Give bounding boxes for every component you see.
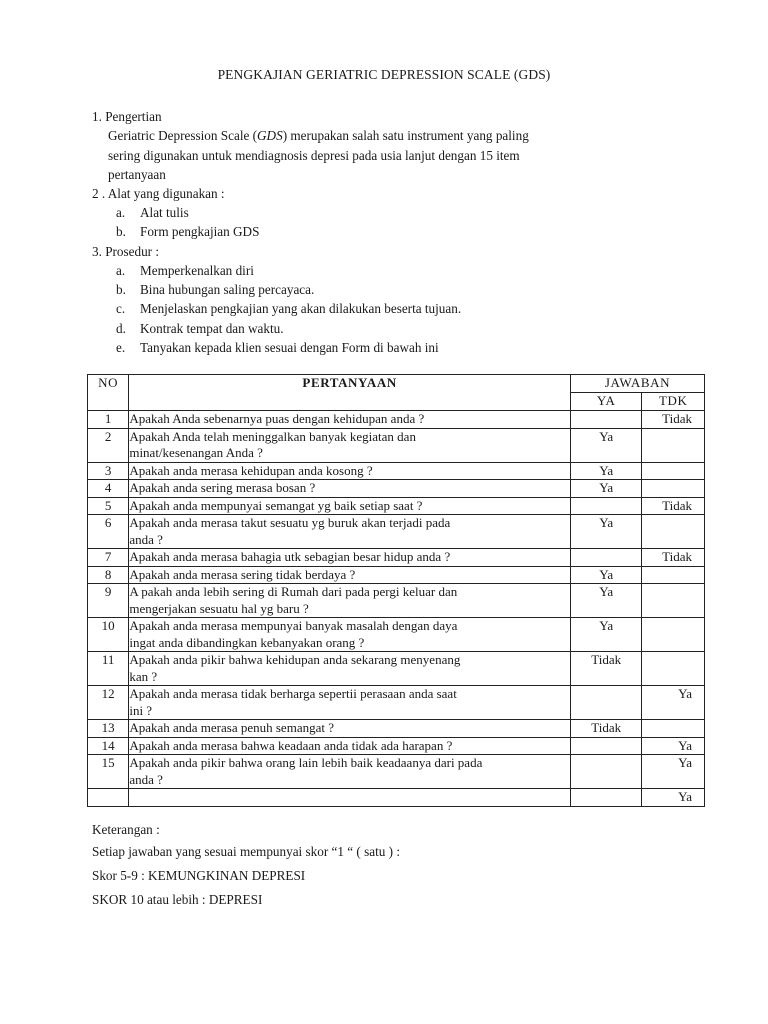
row-number: 9 (88, 584, 129, 618)
answer-tdk (642, 652, 705, 686)
question-cell (129, 755, 571, 789)
question-text: Apakah Anda sebenarnya puas dengan kehidupan anda ? (129, 411, 425, 426)
question-cell (129, 462, 571, 480)
question-text: A pakah anda lebih sering di Rumah dari pada pergi keluar dan (129, 584, 458, 599)
question-cell (129, 428, 571, 462)
answer-tdk: Ya (642, 755, 705, 789)
answer-tdk (642, 428, 705, 462)
header-question: PERTANYAAN (129, 375, 571, 411)
table-row (88, 720, 705, 738)
question-text: Apakah anda merasa bahagia utk sebagian besar hidup anda ? (129, 549, 451, 564)
question-cell (129, 480, 571, 498)
answer-tdk (642, 480, 705, 498)
document-title: PENGKAJIAN GERIATRIC DEPRESSION SCALE (GDS) (217, 67, 551, 82)
notes-heading: Keterangan : (92, 822, 160, 837)
section-2-item-text: Form pengkajian GDS (140, 224, 260, 239)
question-cell (129, 737, 571, 755)
answer-ya: Ya (570, 480, 642, 498)
question-text: Apakah anda mempunyai semangat yg baik setiap saat ? (129, 497, 423, 513)
section-3-item-text: Kontrak tempat dan waktu. (140, 321, 284, 336)
para-post: ) merupakan salah satu instrument yang paling (282, 128, 529, 143)
answer-ya (570, 755, 642, 789)
question-text: Apakah anda merasa takut sesuatu yg buruk akan terjadi pada (129, 515, 451, 530)
row-number: 7 (88, 549, 129, 567)
gds-table-body (88, 411, 705, 807)
answer-ya: Ya (570, 566, 642, 584)
question-text-continued: kan ? (129, 668, 158, 684)
row-number: 4 (88, 480, 129, 498)
question-cell (129, 789, 571, 807)
table-row (88, 652, 705, 686)
answer-ya (570, 497, 642, 515)
table-row (88, 618, 705, 652)
notes-line-2: Skor 5-9 : KEMUNGKINAN DEPRESI (92, 868, 306, 883)
table-row (88, 549, 705, 567)
notes-line-1: Setiap jawaban yang sesuai mempunyai skor “1 “ ( satu ) : (92, 844, 400, 859)
question-text: Apakah anda sering merasa bosan ? (129, 480, 316, 495)
question-text: Apakah anda merasa tidak berharga sepertii perasaan anda saat (129, 686, 457, 701)
row-number: 8 (88, 566, 129, 584)
answer-tdk: Ya (642, 789, 705, 807)
table-row (88, 755, 705, 789)
section-3-item-marker: c. (116, 301, 126, 316)
row-number: 12 (88, 686, 129, 720)
section-3-item-marker: a. (116, 263, 126, 278)
table-row (88, 462, 705, 480)
answer-ya (570, 737, 642, 755)
question-cell (129, 618, 571, 652)
question-text: Apakah anda merasa bahwa keadaan anda tidak ada harapan ? (129, 737, 453, 753)
question-cell (129, 584, 571, 618)
row-number: 3 (88, 462, 129, 480)
section-3-item-marker: b. (116, 282, 126, 297)
section-1-paragraph-line-1 (108, 127, 529, 144)
question-text-continued: mengerjakan sesuatu hal yg baru ? (129, 600, 309, 616)
answer-ya: Ya (570, 462, 642, 480)
gds-table (87, 374, 705, 807)
answer-tdk: Ya (642, 737, 705, 755)
answer-tdk (642, 515, 705, 549)
question-text: Apakah anda pikir bahwa orang lain lebih baik keadaanya dari pada (129, 755, 483, 770)
table-row (88, 497, 705, 515)
question-text: Apakah Anda telah meninggalkan banyak kegiatan dan (129, 428, 416, 444)
answer-ya: Tidak (570, 652, 642, 686)
answer-tdk (642, 566, 705, 584)
question-cell (129, 515, 571, 549)
table-row (88, 480, 705, 498)
answer-ya: Ya (570, 515, 642, 549)
question-text: Apakah anda merasa penuh semangat ? (129, 720, 334, 735)
section-3-item-text: Menjelaskan pengkajian yang akan dilakukan beserta tujuan. (140, 301, 462, 316)
answer-tdk: Tidak (642, 411, 705, 429)
table-row (88, 428, 705, 462)
table-row (88, 411, 705, 429)
header-no: NO (88, 375, 129, 411)
question-text-continued: ingat anda dibandingkan kebanyakan orang ? (129, 634, 365, 650)
answer-ya: Ya (570, 584, 642, 618)
para-emphasis: GDS (257, 128, 283, 143)
row-number: 10 (88, 618, 129, 652)
section-1-heading: 1. Pengertian (92, 109, 162, 124)
section-3-item-text: Memperkenalkan diri (140, 263, 254, 278)
header-tdk: TDK (642, 393, 705, 411)
question-text-continued: ini ? (129, 702, 153, 718)
question-cell (129, 686, 571, 720)
answer-tdk (642, 462, 705, 480)
section-3-item-marker: d. (116, 321, 126, 336)
notes-line-3: SKOR 10 atau lebih : DEPRESI (92, 892, 263, 907)
question-text: Apakah anda merasa mempunyai banyak masalah dengan daya (129, 618, 458, 633)
answer-ya (570, 789, 642, 807)
table-row (88, 584, 705, 618)
answer-ya (570, 411, 642, 429)
answer-tdk (642, 584, 705, 618)
answer-ya: Ya (570, 618, 642, 652)
question-cell (129, 720, 571, 738)
answer-tdk: Tidak (642, 549, 705, 567)
section-2-item-text: Alat tulis (140, 205, 189, 220)
question-text: Apakah anda pikir bahwa kehidupan anda sekarang menyenang (129, 652, 461, 667)
row-number: 15 (88, 755, 129, 789)
question-cell (129, 411, 571, 429)
question-text: Apakah anda merasa sering tidak berdaya ? (129, 566, 356, 582)
row-number (88, 789, 129, 807)
section-1-paragraph-line-3: pertanyaan (108, 167, 166, 182)
row-number: 13 (88, 720, 129, 738)
question-cell (129, 652, 571, 686)
table-row (88, 789, 705, 807)
section-2-heading: 2 . Alat yang digunakan : (92, 186, 225, 201)
answer-ya (570, 549, 642, 567)
question-cell (129, 566, 571, 584)
section-2-item-marker: b. (116, 224, 126, 239)
table-row (88, 566, 705, 584)
question-text-continued: anda ? (129, 771, 163, 787)
row-number: 1 (88, 411, 129, 429)
question-cell (129, 549, 571, 567)
section-2-item-marker: a. (116, 205, 126, 220)
section-1-paragraph-line-2: sering digunakan untuk mendiagnosis depresi pada usia lanjut dengan 15 item (108, 148, 520, 163)
answer-ya: Tidak (570, 720, 642, 738)
table-row (88, 737, 705, 755)
para-pre: Geriatric Depression Scale ( (108, 128, 258, 143)
header-answer: JAWABAN (570, 375, 704, 393)
row-number: 6 (88, 515, 129, 549)
answer-tdk (642, 618, 705, 652)
answer-ya (570, 686, 642, 720)
answer-tdk (642, 720, 705, 738)
table-row (88, 515, 705, 549)
row-number: 5 (88, 497, 129, 515)
answer-tdk: Ya (642, 686, 705, 720)
header-ya: YA (570, 393, 642, 411)
question-cell (129, 497, 571, 515)
answer-tdk: Tidak (642, 497, 705, 515)
question-text: Apakah anda merasa kehidupan anda kosong ? (129, 462, 373, 478)
question-text-continued: anda ? (129, 531, 163, 547)
table-row (88, 686, 705, 720)
section-3-heading: 3. Prosedur : (92, 244, 160, 259)
row-number: 11 (88, 652, 129, 686)
section-3-item-text: Tanyakan kepada klien sesuai dengan Form di bawah ini (140, 340, 439, 355)
section-3-item-text: Bina hubungan saling percayaca. (140, 282, 315, 297)
row-number: 14 (88, 737, 129, 755)
section-3-item-marker: e. (116, 340, 126, 355)
question-text-continued: minat/kesenangan Anda ? (129, 445, 263, 460)
answer-ya: Ya (570, 428, 642, 462)
row-number: 2 (88, 428, 129, 462)
